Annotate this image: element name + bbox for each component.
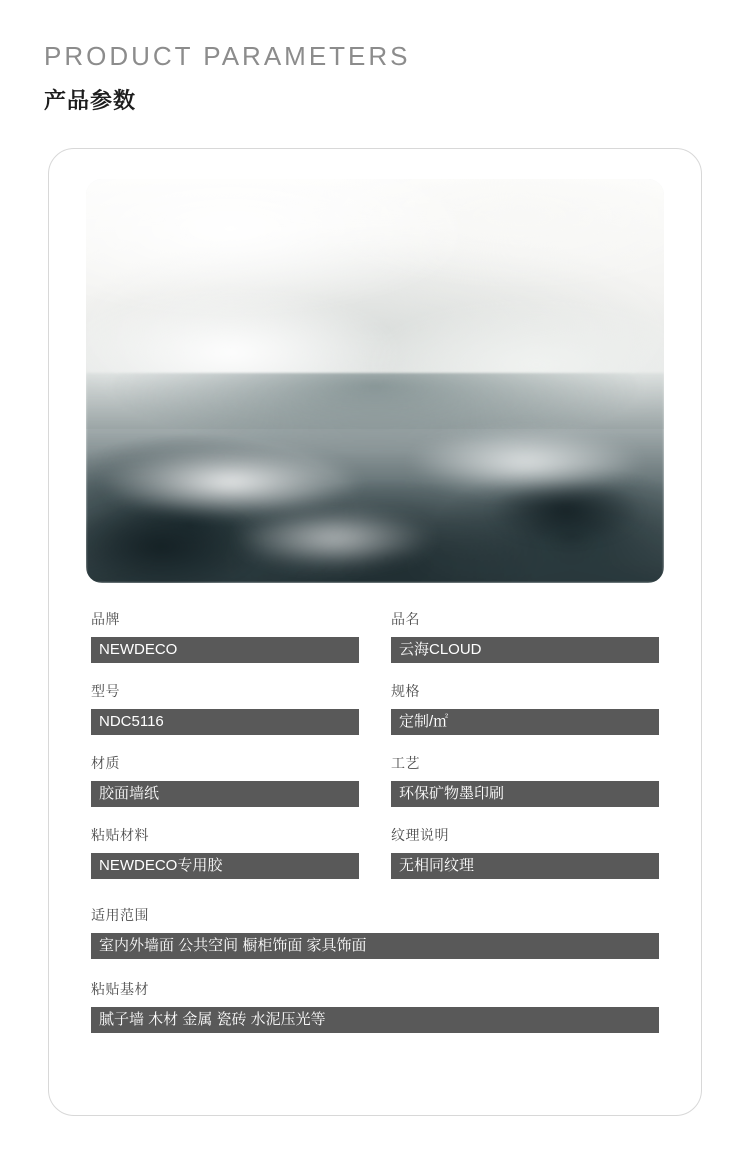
spec-row	[91, 979, 659, 1033]
hero-mist-two	[410, 430, 641, 495]
hero-mist-three	[236, 510, 433, 567]
spec-row	[91, 609, 659, 663]
spec-label: 工艺	[391, 755, 420, 771]
spec-value: 腻子墙 木材 金属 瓷砖 水泥压光等	[91, 1007, 659, 1033]
parameters-card	[48, 148, 702, 1116]
page-title-en: PRODUCT PARAMETERS	[44, 41, 411, 71]
spec-cell-adhesive	[91, 825, 359, 879]
spec-value: 云海CLOUD	[391, 637, 659, 663]
page-title-cn: 产品参数	[44, 87, 137, 113]
spec-value: 胶面墙纸	[91, 781, 359, 807]
spec-value: NDC5116	[91, 709, 359, 735]
spec-label: 型号	[91, 683, 120, 699]
spec-list	[49, 583, 701, 1033]
spec-row	[91, 825, 659, 879]
spec-label: 纹理说明	[391, 827, 449, 843]
spec-value: 环保矿物墨印刷	[391, 781, 659, 807]
spec-cell-product-name	[391, 609, 659, 663]
spec-value: 定制/㎡	[391, 709, 659, 735]
spec-cell-process	[391, 753, 659, 807]
spec-label: 适用范围	[91, 907, 149, 923]
page-header	[0, 0, 750, 115]
spec-value: NEWDECO	[91, 637, 359, 663]
hero-mist-one	[98, 446, 364, 519]
spec-cell-material	[91, 753, 359, 807]
product-hero-image	[86, 179, 664, 583]
spec-cell-model	[91, 681, 359, 735]
spec-spacer	[91, 897, 659, 905]
spec-value: 无相同纹理	[391, 853, 659, 879]
spec-label: 品名	[391, 611, 420, 627]
spec-cell-specification	[391, 681, 659, 735]
spec-label: 粘贴材料	[91, 827, 149, 843]
spec-cell-substrate	[91, 979, 659, 1033]
spec-row	[91, 681, 659, 735]
spec-value: NEWDECO专用胶	[91, 853, 359, 879]
spec-row	[91, 753, 659, 807]
spec-label: 品牌	[91, 611, 120, 627]
spec-cell-application-scope	[91, 905, 659, 959]
spec-label: 规格	[391, 683, 420, 699]
spec-row	[91, 905, 659, 959]
spec-label: 粘贴基材	[91, 981, 149, 997]
spec-label: 材质	[91, 755, 120, 771]
spec-cell-texture-note	[391, 825, 659, 879]
spec-value: 室内外墙面 公共空间 橱柜饰面 家具饰面	[91, 933, 659, 959]
spec-cell-brand	[91, 609, 359, 663]
